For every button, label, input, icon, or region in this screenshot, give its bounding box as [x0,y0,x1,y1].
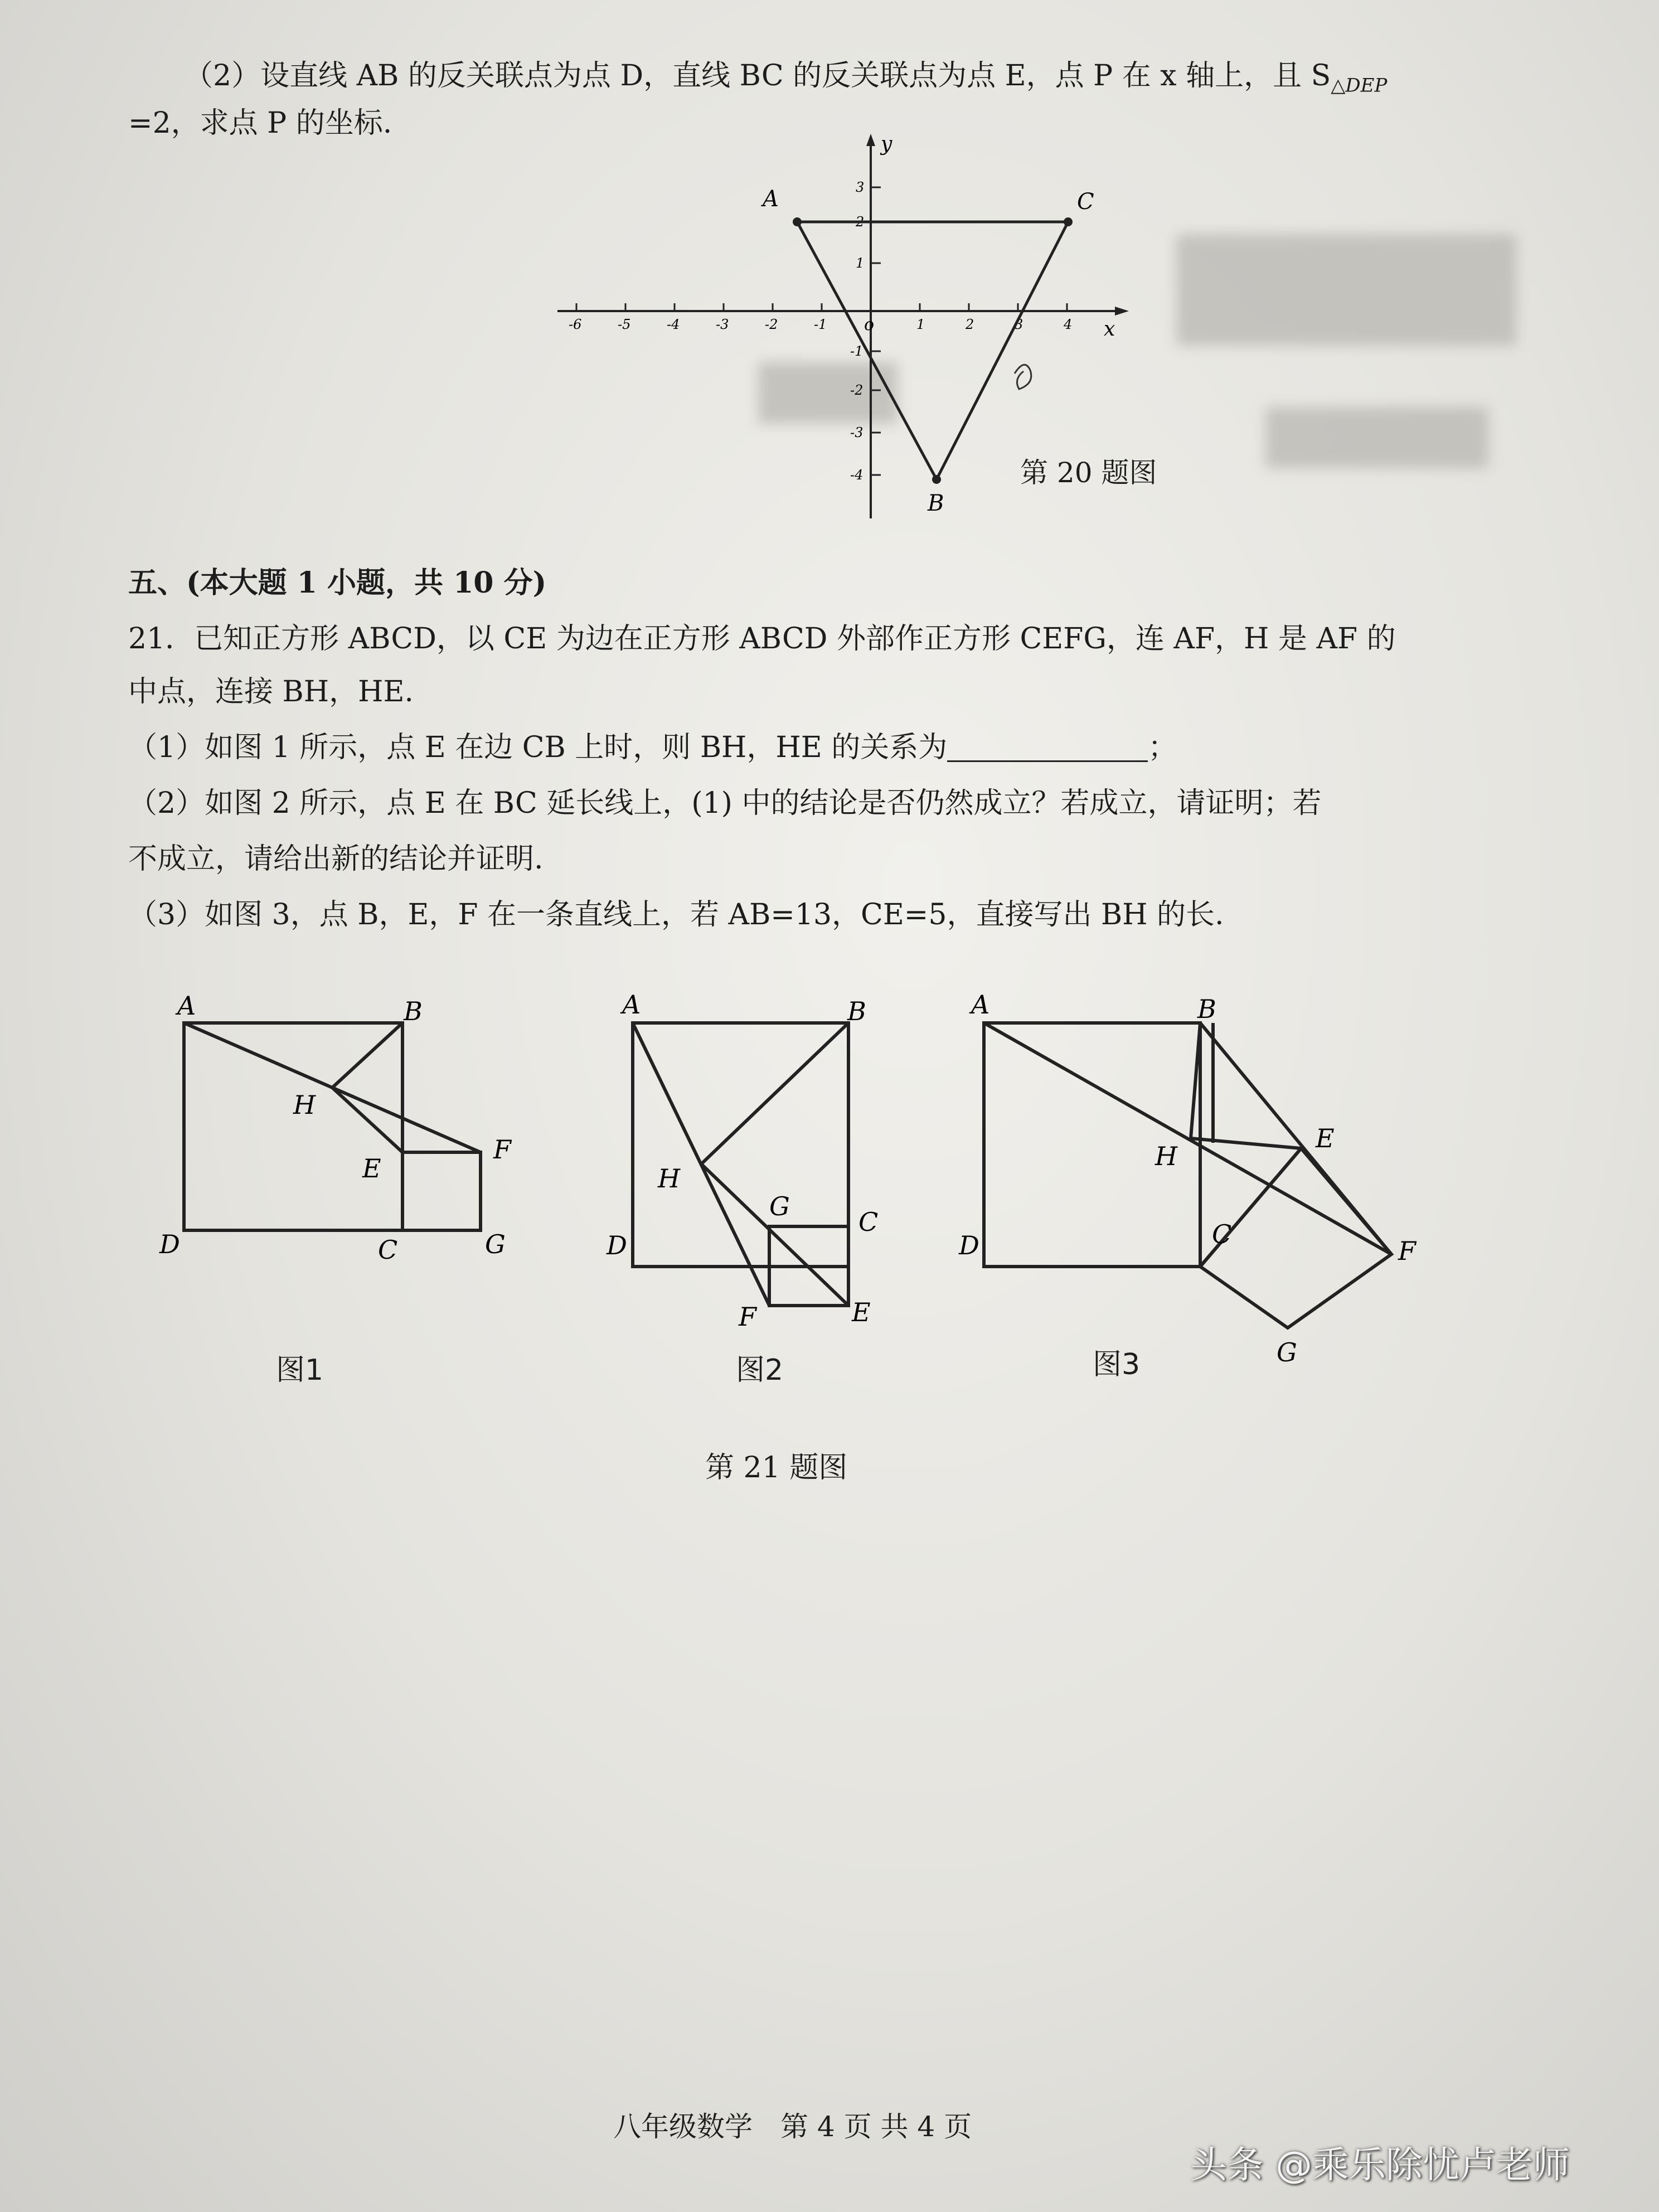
fig3-label-H: H [1155,1141,1178,1171]
fig1-label-E: E [362,1153,381,1183]
x-tick-label: -6 [569,317,582,332]
q20-line2: =2，求点 P 的坐标. [128,106,392,140]
origin-label: o [864,315,875,334]
x-tick-label: -3 [716,317,729,332]
blurred-region-1 [1176,234,1516,346]
y-tick-label: -3 [850,425,864,440]
x-axis-label: x [1104,318,1115,341]
page-footer: 八年级数学 第 4 页 共 4 页 [613,2111,972,2143]
point-B [932,475,941,484]
fig1-caption: 图1 [276,1354,324,1387]
q21-part1: （1）如图 1 所示，点 E 在边 CB 上时，则 BH，HE 的关系为 ； [128,731,1177,764]
fig2-label-G: G [769,1191,790,1221]
y-tick-label: -2 [850,382,864,398]
fig2-label-A: A [622,989,641,1020]
y-tick-label: 2 [856,214,865,230]
fig3-label-E: E [1316,1123,1335,1153]
fig2-label-C: C [858,1207,879,1237]
fig2-label-D: D [607,1230,627,1260]
q21-part3: （3）如图 3，点 B，E，F 在一条直线上，若 AB=13，CE=5，直接写出 BH 的长. [128,898,1224,932]
fig1-label-G: G [485,1229,506,1259]
fig2-label-E: E [852,1297,871,1327]
x-ticks [576,303,1067,311]
q21-line2: 中点，连接 BH，HE. [128,675,414,709]
fig3-label-D: D [959,1230,979,1260]
y-tick-label: -4 [850,467,864,483]
fig1-label-B: B [404,996,423,1026]
x-tick-label: -2 [765,317,778,332]
blurred-region-2 [1265,407,1488,468]
x-axis-arrow [1115,307,1129,316]
fig1-label-A: A [177,991,196,1021]
q21-figure-3 [948,981,1438,1382]
q21-caption: 第 21 题图 [705,1451,848,1485]
q21-part2-line2: 不成立，请给出新的结论并证明. [128,842,544,876]
fig2-label-H: H [658,1163,681,1194]
q20-caption: 第 20 题图 [1020,457,1157,489]
watermark-text: 头条 @乘乐除忧卢老师 [1190,2143,1570,2186]
q21-figure-1 [151,981,530,1271]
fig1-label-C: C [378,1235,398,1265]
point-A [793,217,802,226]
fig1-label-H: H [293,1090,316,1120]
x-tick-label: -4 [667,317,680,332]
label-C: C [1077,189,1094,215]
label-B: B [928,491,944,516]
y-tick-label: -1 [850,343,864,359]
x-tick-label: -5 [618,317,631,332]
label-A: A [763,186,779,212]
fig2-label-F: F [739,1302,756,1332]
fig3-label-G: G [1277,1337,1297,1367]
y-axis-label: y [881,134,892,156]
x-tick-label: 3 [1015,317,1023,332]
answer-blank[interactable] [947,736,1148,762]
fig1-label-F: F [493,1134,511,1165]
fig1-label-D: D [159,1229,180,1259]
fig3-label-B: B [1197,994,1216,1024]
y-axis-arrow [866,134,875,146]
fig3-caption: 图3 [1093,1348,1141,1381]
pen-mark [1015,365,1031,389]
q21-figure-2 [602,981,914,1338]
triangle-ABC [797,222,1068,479]
point-C [1064,217,1073,226]
q20-subscript: △DEP [1331,74,1388,97]
fig2-label-B: B [847,996,866,1026]
y-tick-label: 3 [856,180,865,195]
x-tick-label: -1 [814,317,827,332]
x-tick-label: 2 [966,317,974,332]
section5-title: 五、(本大题 1 小题，共 10 分) [128,566,547,600]
q21-part2-line1: （2）如图 2 所示，点 E 在 BC 延长线上，(1) 中的结论是否仍然成立？若成立，请证明；若 [128,787,1322,820]
y-tick-label: 1 [856,255,865,271]
x-tick-label: 4 [1064,317,1073,332]
fig3-label-C: C [1212,1219,1232,1249]
q21-line1: 21．已知正方形 ABCD，以 CE 为边在正方形 ABCD 外部作正方形 CEFG，连 AF，H 是 AF 的 [128,622,1396,656]
q20-line1: （2）设直线 AB 的反关联点为点 D，直线 BC 的反关联点为点 E，点 P 在 x 轴上，且 $S_{\triangle DEP}$ [184,59,1388,97]
fig3-label-A: A [971,989,990,1020]
fig3-label-F: F [1398,1236,1416,1266]
fig2-caption: 图2 [736,1354,784,1387]
x-tick-label: 1 [916,317,925,332]
